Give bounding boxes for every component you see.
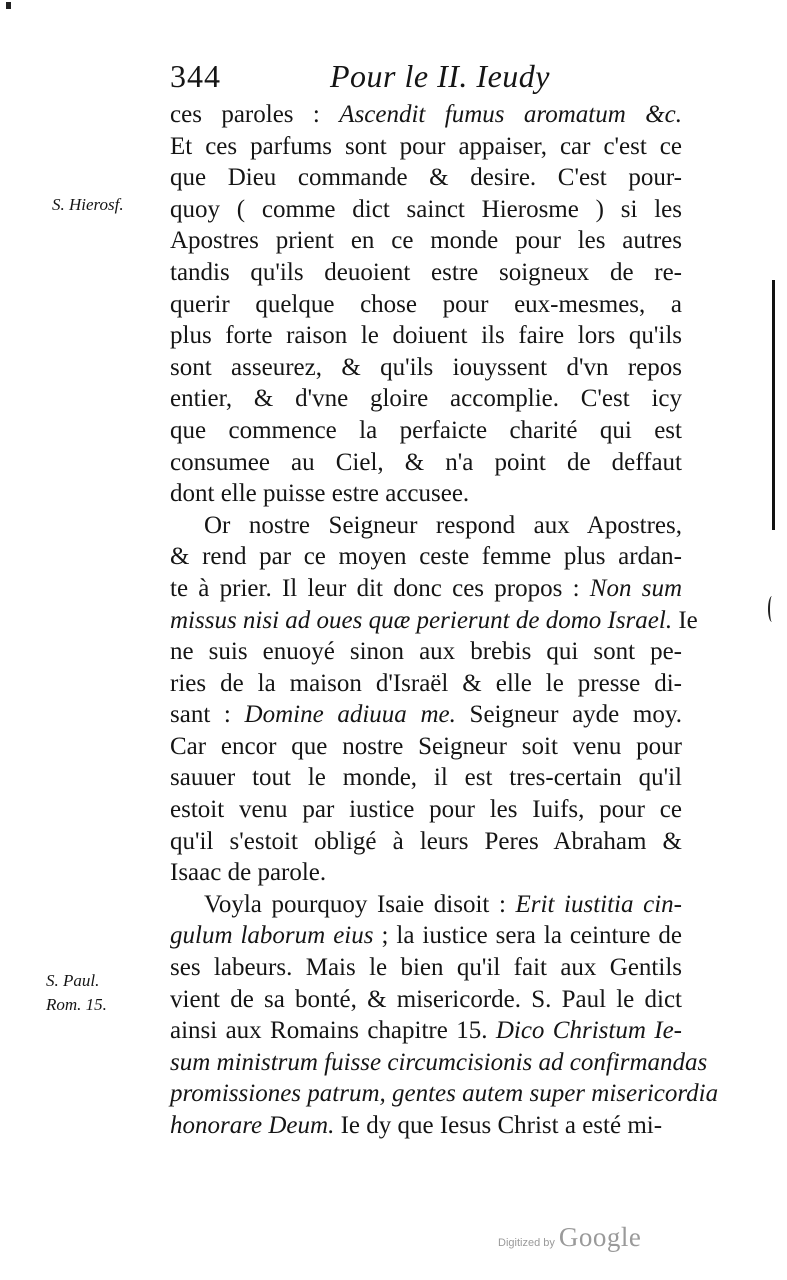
body-text — [170, 99, 719, 1142]
text-run: ses labeurs. Mais le bien qu'il fait aux Gentils — [170, 954, 682, 982]
text-line — [170, 447, 682, 479]
text-line — [170, 1078, 719, 1110]
text-run: Voyla pourquoy Isaie disoit : — [204, 890, 516, 918]
text-line — [170, 636, 682, 668]
text-line — [170, 794, 682, 826]
text-run: tandis qu'ils deuoient estre soigneux de re- — [170, 258, 682, 286]
margin-note-hierosme: S. Hierosf. — [52, 195, 124, 214]
text-line — [170, 1015, 682, 1047]
text-run: sont asseurez, & qu'ils iouyssent d'vn repos — [170, 353, 682, 381]
latin-quotation: sum ministrum fuisse circumcisionis ad confirmandas — [170, 1048, 708, 1076]
latin-quotation: honorare Deum. — [170, 1112, 335, 1139]
text-run: ries de la maison d'Israël & elle le presse di- — [170, 669, 682, 697]
text-line — [170, 826, 682, 858]
text-line — [170, 920, 682, 952]
text-run: Ie — [672, 606, 698, 634]
text-line — [170, 952, 682, 984]
paragraph — [170, 889, 719, 1142]
text-line — [170, 289, 682, 321]
text-line — [170, 541, 682, 573]
margin-note-paul: S. Paul. — [46, 971, 100, 990]
text-run: te à prier. Il leur dit donc ces propos : — [170, 574, 590, 602]
paragraph — [170, 510, 698, 889]
latin-quotation: Ascendit fumus aromatum &c. — [339, 101, 682, 128]
text-line — [170, 762, 682, 794]
text-line — [170, 225, 682, 257]
text-run: querir quelque chose pour eux-mesmes, a — [170, 290, 682, 318]
text-line — [170, 605, 698, 637]
text-run: Car encor que nostre Seigneur soit venu pour — [170, 732, 682, 760]
page-edge-mark — [768, 596, 776, 622]
text-line — [170, 731, 682, 763]
text-line — [170, 1047, 708, 1079]
latin-quotation: Erit iustitia cin- — [515, 890, 682, 918]
latin-quotation: Dico Christum Ie- — [495, 1017, 682, 1045]
text-line — [170, 889, 682, 921]
text-run: estoit venu par iustice pour les Iuifs, pour ce — [170, 796, 682, 824]
text-line — [170, 857, 682, 889]
digitized-by-label: Digitized by — [498, 1237, 555, 1249]
text-line — [170, 573, 682, 605]
text-line — [170, 99, 682, 131]
text-line — [170, 194, 682, 226]
latin-quotation: promissiones patrum, gentes autem super misericordia — [170, 1080, 719, 1108]
text-run: & rend par ce moyen ceste femme plus ardan- — [170, 543, 682, 571]
text-run: ; la iustice sera la ceinture de — [373, 922, 682, 950]
running-head: Pour le II. Ieudy — [330, 58, 550, 94]
text-run: quoy ( comme dict sainct Hierosme ) si les — [170, 195, 682, 223]
text-run: ainsi aux Romains chapitre 15. — [170, 1017, 496, 1045]
text-run: sant : — [170, 701, 245, 729]
page-edge-shadow — [772, 280, 775, 530]
text-line — [170, 1110, 682, 1142]
paragraph — [170, 99, 682, 510]
text-run: Or nostre Seigneur respond aux Apostres, — [204, 511, 682, 539]
text-line — [170, 510, 682, 542]
text-line — [170, 162, 682, 194]
latin-quotation: Domine adiuua me. — [244, 701, 456, 729]
text-run: Ie dy que Iesus Christ a esté mi- — [334, 1112, 663, 1139]
text-run: Et ces parfums sont pour appaiser, car c'est ce — [170, 132, 682, 160]
text-run: dont elle puisse estre accusee. — [170, 480, 470, 508]
latin-quotation: missus nisi ad oues quæ perierunt de domo Israel. — [170, 606, 673, 634]
page-header — [170, 56, 680, 96]
text-run: consumee au Ciel, & n'a point de deffaut — [170, 448, 682, 476]
text-run: entier, & d'vne gloire accomplie. C'est icy — [170, 385, 682, 413]
google-logo: Google — [558, 1222, 642, 1252]
text-run: ces paroles : — [170, 101, 340, 128]
text-line — [170, 257, 682, 289]
text-run: ne suis enuoyé sinon aux brebis qui sont pe- — [170, 638, 682, 666]
text-line — [170, 668, 682, 700]
text-line — [170, 984, 682, 1016]
corner-ink-mark — [6, 2, 11, 9]
text-line — [170, 383, 682, 415]
text-run: que commence la perfaicte charité qui est — [170, 416, 682, 444]
margin-note-romans: Rom. 15. — [46, 995, 107, 1014]
text-line — [170, 415, 682, 447]
text-run: plus forte raison le doiuent ils faire lors qu'ils — [170, 322, 682, 350]
text-line — [170, 320, 682, 352]
digitization-credit — [498, 1222, 641, 1253]
text-run: Seigneur ayde moy. — [455, 701, 682, 729]
text-run: Isaac de parole. — [170, 859, 327, 887]
text-run: qu'il s'estoit obligé à leurs Peres Abraham & — [170, 827, 682, 855]
text-line — [170, 131, 682, 163]
text-run: vient de sa bonté, & misericorde. S. Paul le dict — [170, 985, 682, 1013]
text-run: Apostres prient en ce monde pour les autres — [170, 227, 682, 255]
text-line — [170, 699, 682, 731]
latin-quotation: gulum laborum eius — [170, 922, 374, 950]
text-run: que Dieu commande & desire. C'est pour- — [170, 164, 682, 192]
text-line — [170, 352, 682, 384]
text-run: sauuer tout le monde, il est tres-certain qu'il — [170, 764, 682, 792]
page-number: 344 — [170, 58, 221, 94]
latin-quotation: Non sum — [589, 574, 682, 602]
text-line — [170, 478, 682, 510]
